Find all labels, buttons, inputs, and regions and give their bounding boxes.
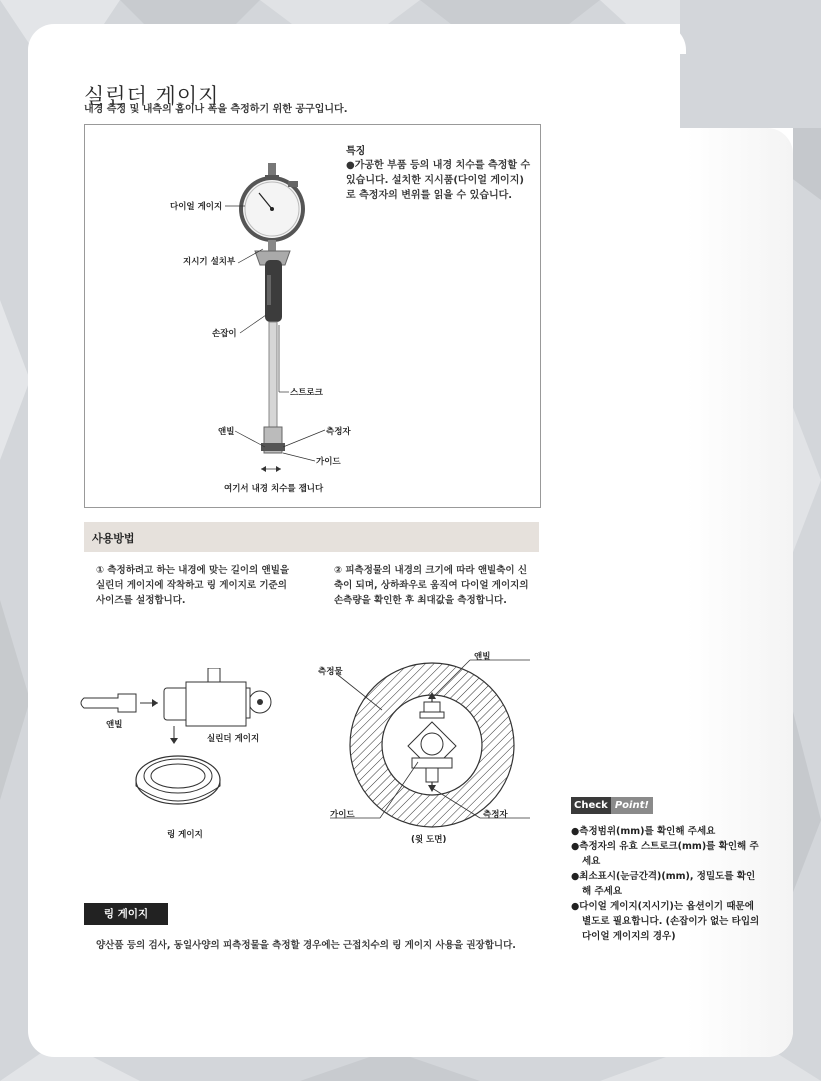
label-measure-here: 여기서 내경 치수를 잽니다 [224, 484, 324, 494]
diagram-cylinder-gauge-label: 실린더 게이지 [207, 734, 260, 744]
label-stroke: 스트로크 [290, 388, 323, 398]
usage-section-bar [84, 522, 539, 552]
label-handle: 손잡이 [212, 329, 237, 339]
label-guide: 가이드 [316, 457, 341, 467]
cross-section-caption: (윗 도면) [411, 835, 447, 845]
page-notch [680, 0, 821, 128]
label-dial-gauge: 다이얼 게이지 [170, 202, 223, 212]
cross-section-anvil-label: 앤빌 [474, 652, 491, 662]
check-point-item: ● 측정자의 유효 스트로크(mm)를 확인해 주세요 [571, 839, 761, 869]
cross-section-guide-label: 가이드 [330, 810, 355, 820]
label-anvil: 앤빌 [218, 427, 235, 437]
check-point-item: ● 측정범위(mm)를 확인해 주세요 [571, 824, 761, 839]
diagram-anvil-label: 앤빌 [106, 720, 123, 730]
check-point-label-a: Check [571, 797, 611, 814]
diagram-ring-gauge-label: 링 게이지 [167, 830, 203, 840]
cross-section-contact-label: 측정자 [483, 810, 508, 820]
page-subtitle: 내경 측정 및 내측의 홈이나 폭을 측정하기 위한 공구입니다. [84, 104, 348, 115]
check-point-list [571, 824, 761, 944]
usage-step-1: ① 측정하려고 하는 내경에 맞는 길이의 앤빌을 실린더 게이지에 작착하고 링 게이지로 기준의 사이즈를 설정합니다. [96, 565, 290, 606]
feature-title: 특징 [346, 146, 366, 157]
check-point-label-b: Point! [611, 797, 653, 814]
check-point-badge [571, 797, 653, 814]
feature-text: ●가공한 부품 등의 내경 치수를 측정할 수 있습니다. 설치한 지시품(다이얼 게이지)로 측정자의 변위를 읽을 수 있습니다. [346, 160, 531, 201]
usage-step-2: ② 피측정물의 내경의 크기에 따라 앤빌축이 신축이 되며, 상하좌우로 움직여 다이얼 게이지의 손측량을 확인한 후 최대값을 측정합니다. [334, 565, 529, 606]
ring-setting-diagram [78, 668, 298, 843]
check-point-item: ● 최소표시(눈금간격)(mm), 정밀도를 확인해 주세요 [571, 869, 761, 899]
label-indicator-mount: 지시기 설치부 [183, 257, 236, 267]
usage-section-title: 사용방법 [92, 532, 135, 545]
check-point-item: ● 다이얼 게이지(지시기)는 옵션이기 때문에 별도로 필요합니다. (손잡이가 없는 타입의 다이얼 게이지의 경우) [571, 899, 761, 944]
ring-gauge-title: 링 게이지 [84, 903, 168, 925]
cross-section-workpiece-label: 측정물 [318, 667, 343, 677]
label-contact: 측정자 [326, 427, 351, 437]
page-title: 실린더 게이지 [84, 84, 220, 109]
ring-gauge-text: 양산품 등의 검사, 동일사양의 피측정물을 측정할 경우에는 근접치수의 링 게이지 사용을 권장합니다. [96, 940, 516, 951]
